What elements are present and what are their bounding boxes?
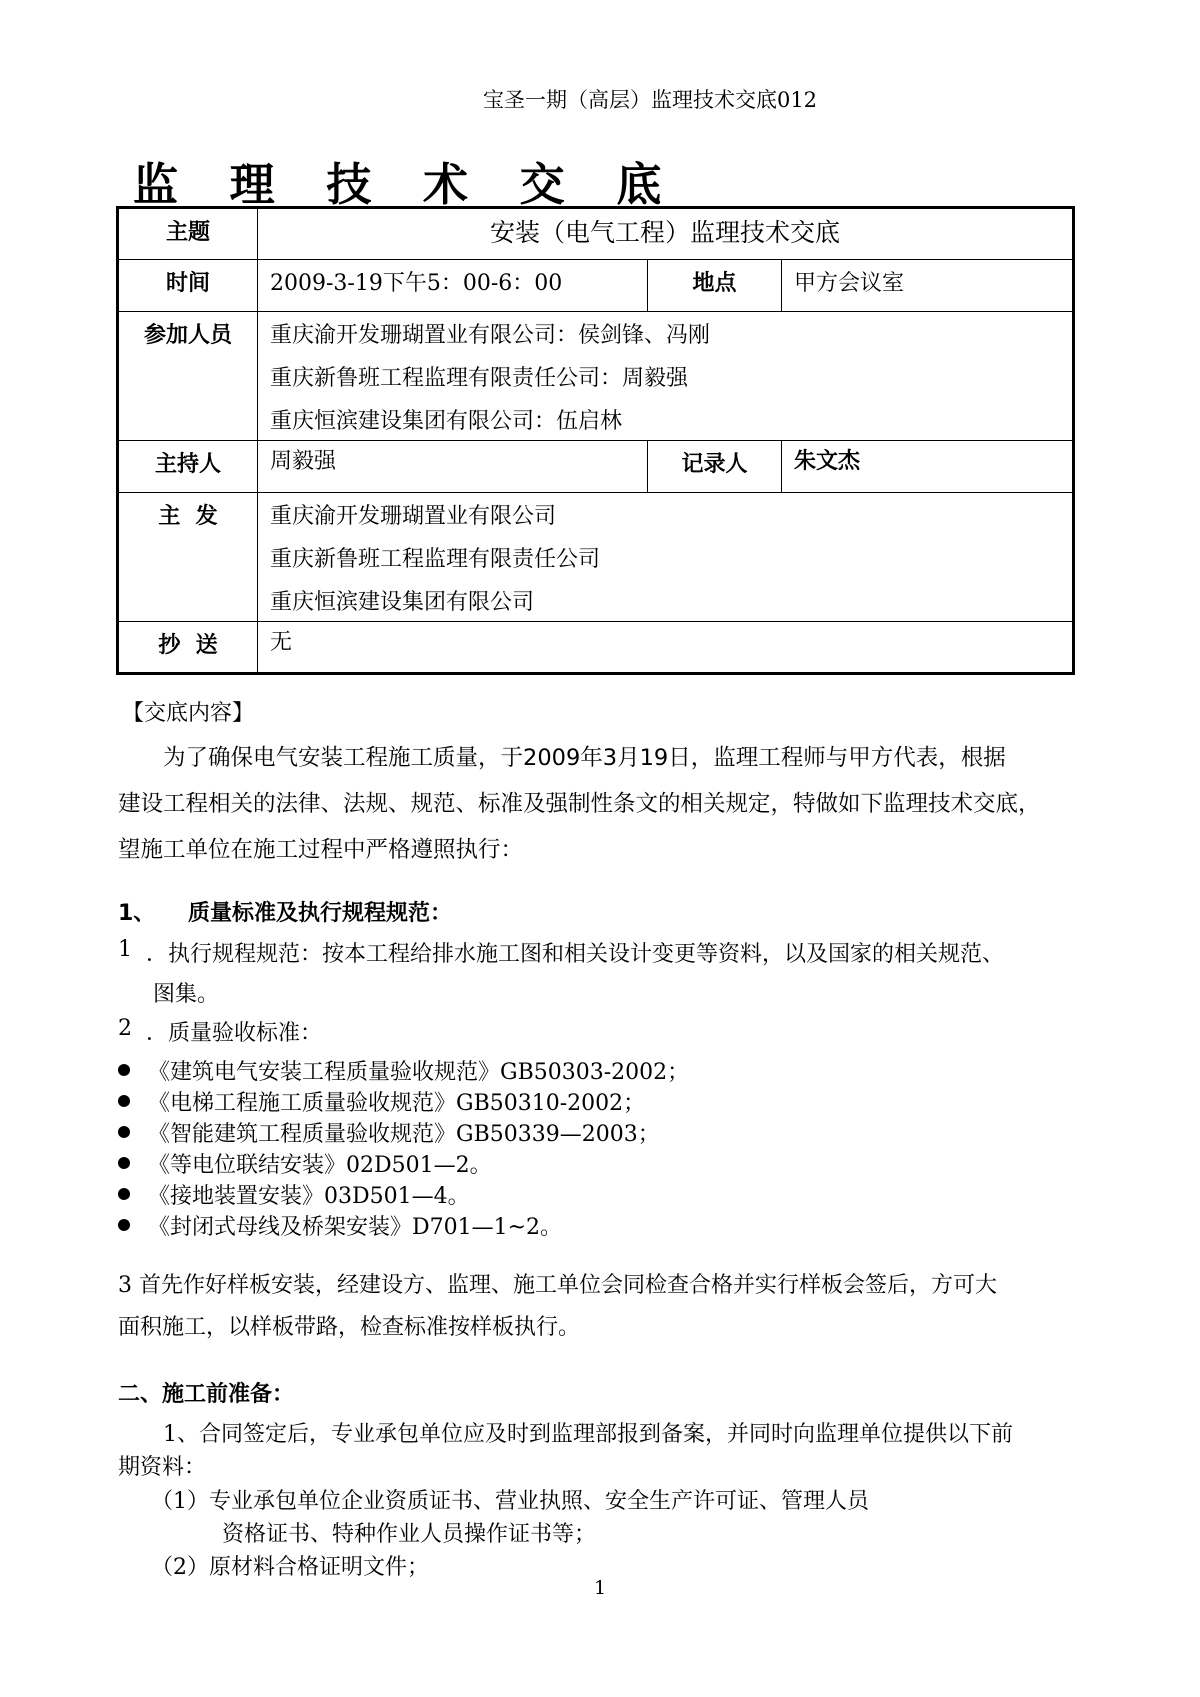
subject-label: 主题 (118, 208, 258, 260)
recorder-value: 朱文杰 (782, 441, 1074, 493)
section2-line: 期资料： (118, 1455, 207, 1480)
item3-line: 面积施工，以样板带路，检查标准按样板执行。 (118, 1315, 581, 1340)
item2-text: ．质量验收标准： (146, 1021, 323, 1046)
bullet-icon (118, 1095, 130, 1107)
section2-title: 二、施工前准备： (118, 1382, 295, 1407)
item3-line: 3 首先作好样板安装，经建设方、监理、施工单位会同检查合格并实行样板会签后，方可大 (118, 1273, 997, 1298)
place-label: 地点 (648, 260, 782, 312)
standard-item: 《封闭式母线及桥架安装》D701—1~2。 (148, 1215, 563, 1240)
standard-item: 《电梯工程施工质量验收规范》GB50310-2002； (148, 1091, 646, 1116)
cc-label: 抄 送 (118, 622, 258, 674)
section1-number: 1、 (118, 901, 156, 926)
recipient-line: 重庆渝开发珊瑚置业有限公司 (270, 504, 557, 529)
meeting-info-table (116, 206, 1075, 675)
recipient-line: 重庆恒滨建设集团有限公司 (270, 590, 535, 615)
intro-line: 为了确保电气安装工程施工质量，于2009年3月19日，监理工程师与甲方代表，根据 (163, 745, 1006, 771)
bullet-icon (118, 1064, 130, 1076)
content-heading: 【交底内容】 (122, 701, 255, 726)
page-number: 1 (593, 1577, 607, 1599)
place-value: 甲方会议室 (782, 260, 1074, 312)
main-send-label: 主 发 (118, 493, 258, 622)
participant-line: 重庆渝开发珊瑚置业有限公司：侯剑锋、冯刚 (270, 323, 711, 348)
intro-line: 建设工程相关的法律、法规、规范、标准及强制性条文的相关规定，特做如下监理技术交底， (118, 791, 1041, 817)
page-header: 宝圣一期（高层）监理技术交底012 (482, 88, 818, 112)
intro-line: 望施工单位在施工过程中严格遵照执行： (118, 837, 524, 863)
participant-line: 重庆新鲁班工程监理有限责任公司：周毅强 (270, 366, 689, 391)
recipient-line: 重庆新鲁班工程监理有限责任公司 (270, 547, 601, 572)
host-label: 主持人 (118, 441, 258, 493)
bullet-icon (118, 1126, 130, 1138)
bullet-icon (118, 1157, 130, 1169)
section1-title: 质量标准及执行规程规范： (188, 901, 453, 926)
section2-line: 1、合同签定后，专业承包单位应及时到监理部报到备案，并同时向监理单位提供以下前 (163, 1422, 1013, 1447)
host-value: 周毅强 (258, 441, 648, 493)
subject-value: 安装（电气工程）监理技术交底 (258, 208, 1074, 260)
bullet-icon (118, 1219, 130, 1231)
cc-value: 无 (258, 622, 1074, 674)
item2-number: 2 (118, 1016, 132, 1041)
participant-line: 重庆恒滨建设集团有限公司：伍启林 (270, 409, 623, 434)
time-label: 时间 (118, 260, 258, 312)
item1-line: ．执行规程规范：按本工程给排水施工图和相关设计变更等资料，以及国家的相关规范、 (146, 942, 1005, 967)
section2-item: （1）专业承包单位企业资质证书、营业执照、安全生产许可证、管理人员 (151, 1489, 869, 1514)
recorder-label: 记录人 (648, 441, 782, 493)
standard-item: 《智能建筑工程质量验收规范》GB50339—2003； (148, 1122, 660, 1147)
standard-item: 《建筑电气安装工程质量验收规范》GB50303-2002； (148, 1060, 690, 1085)
main-send-list (258, 493, 1074, 622)
item1-line: 图集。 (153, 982, 220, 1007)
participants-list (258, 312, 1074, 441)
section2-item: （2）原材料合格证明文件； (151, 1555, 429, 1580)
standard-item: 《等电位联结安装》02D501—2。 (148, 1153, 492, 1178)
time-value: 2009-3-19下午5：00-6：00 (258, 260, 648, 312)
section2-item: 资格证书、特种作业人员操作证书等； (222, 1522, 597, 1547)
document-title: 监 理 技 术 交 底 (133, 158, 680, 211)
standard-item: 《接地装置安装》03D501—4。 (148, 1184, 470, 1209)
item1-number: 1 (118, 937, 132, 962)
bullet-icon (118, 1188, 130, 1200)
participants-label: 参加人员 (118, 312, 258, 441)
